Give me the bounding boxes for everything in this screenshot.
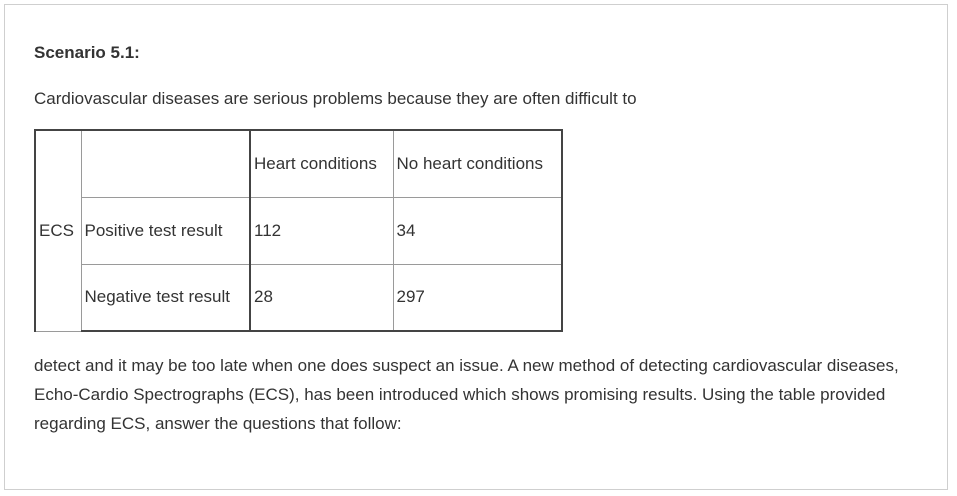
ecs-contingency-table: [34, 129, 563, 332]
cell-positive-heart: 112: [250, 197, 393, 264]
row-label-negative: Negative test result: [81, 264, 250, 331]
ecs-group-label: ECS: [35, 130, 81, 331]
table-header-empty: [81, 130, 250, 197]
cell-positive-no-heart: 34: [393, 197, 562, 264]
scenario-intro: Cardiovascular diseases are serious problems because they are often difficult to: [34, 89, 637, 108]
cell-negative-heart: 28: [250, 264, 393, 331]
table-header-no-heart-conditions: No heart conditions: [393, 130, 562, 197]
table-row: [35, 264, 562, 331]
table-header-heart-conditions: Heart conditions: [250, 130, 393, 197]
row-label-positive: Positive test result: [81, 197, 250, 264]
cell-negative-no-heart: 297: [393, 264, 562, 331]
table-row: [35, 197, 562, 264]
scenario-title: Scenario 5.1:: [34, 43, 140, 62]
content-panel: [4, 4, 948, 490]
table-header-row: [35, 130, 562, 197]
scenario-continuation: detect and it may be too late when one does suspect an issue. A new method of detecting cardiovascular diseases, Echo-Cardio Spectrographs (ECS), has been introduced which shows promising results. Using the table provided regarding ECS, answer the questions that follow:: [34, 356, 899, 433]
